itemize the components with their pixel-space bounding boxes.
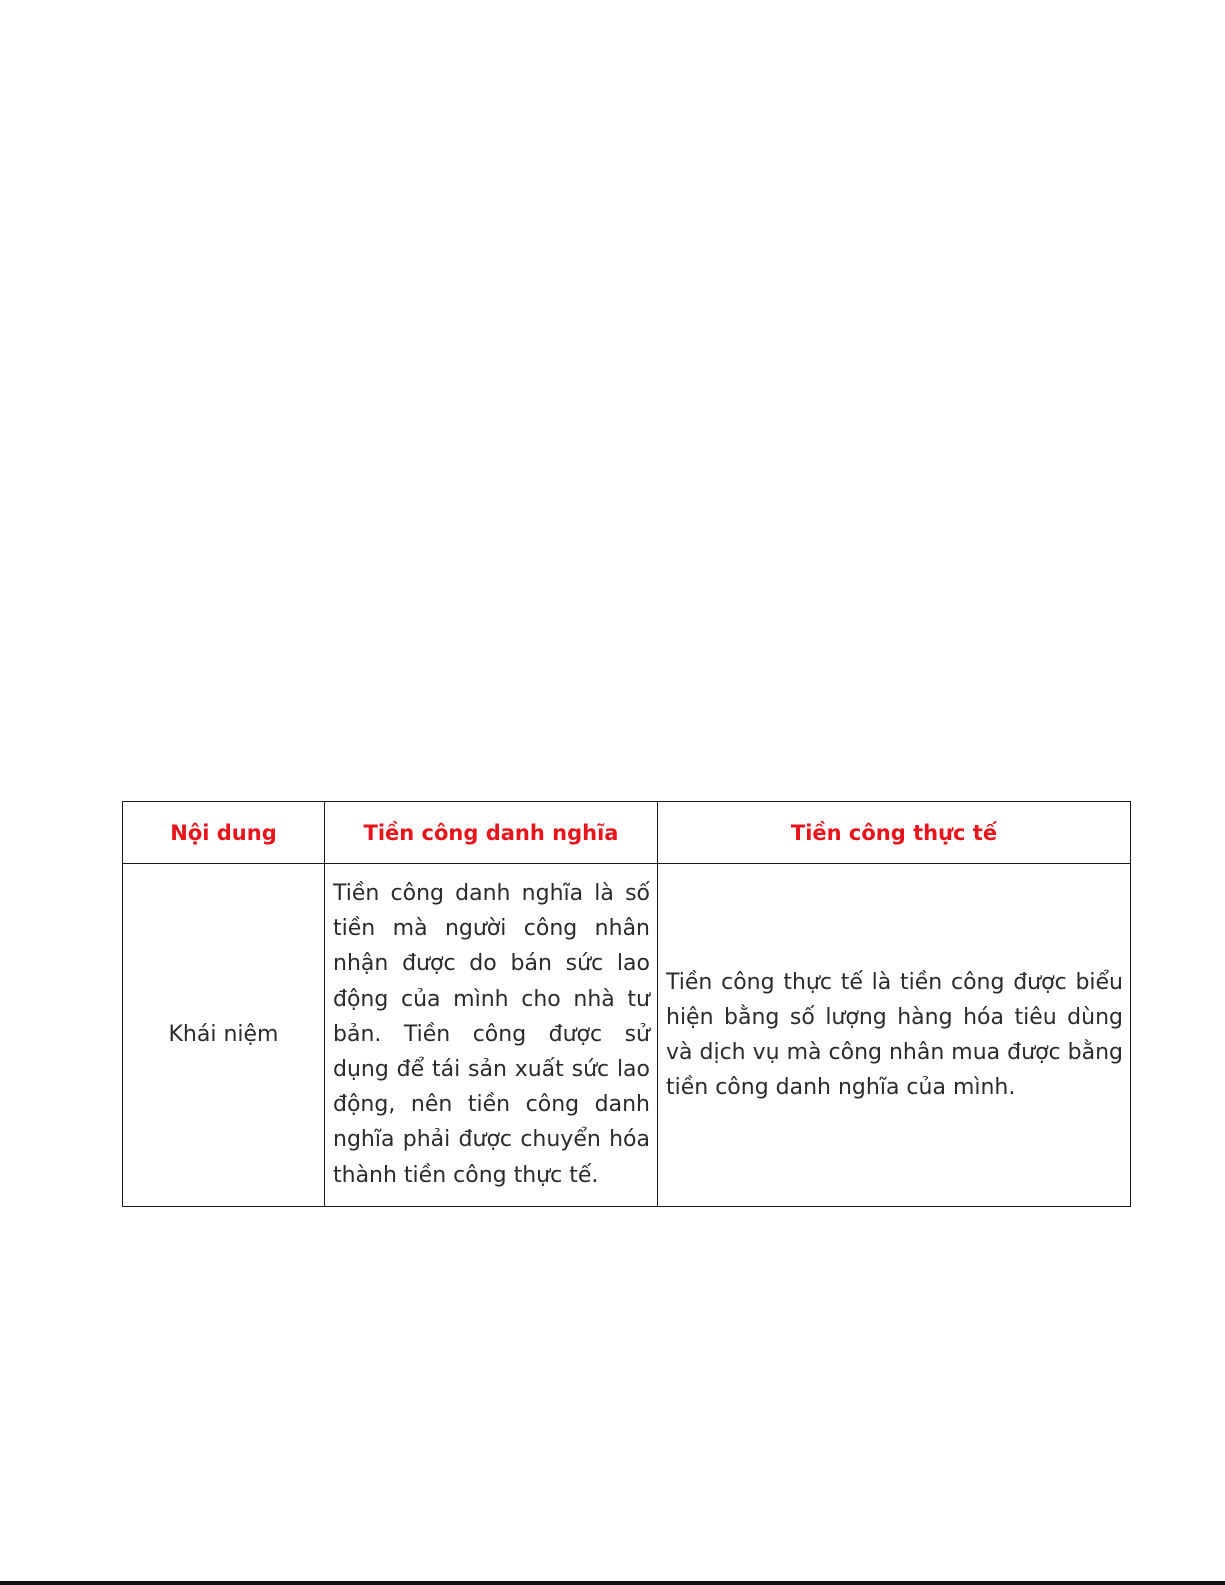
row-topic-cell: Khái niệm	[123, 864, 325, 1207]
real-wage-cell: Tiền công thực tế là tiền công được biểu hiện bằng số lượng hàng hóa tiêu dùng và dịch vụ mà công nhân mua được bằng tiền công danh nghĩa của mình.	[658, 864, 1131, 1207]
table-row	[123, 864, 1131, 1207]
header-nominal-wage: Tiền công danh nghĩa	[325, 802, 658, 864]
page-bottom-rule	[0, 1581, 1225, 1585]
header-real-wage: Tiền công thực tế	[658, 802, 1131, 864]
nominal-wage-cell: Tiền công danh nghĩa là số tiền mà người công nhân nhận được do bán sức lao động của mình cho nhà tư bản. Tiền công được sử dụng để tái sản xuất sức lao động, nên tiền công danh nghĩa phải được chuyển hóa thành tiền công thực tế.	[325, 864, 658, 1207]
comparison-table	[122, 801, 1131, 1207]
table-header-row	[123, 802, 1131, 864]
header-content: Nội dung	[123, 802, 325, 864]
